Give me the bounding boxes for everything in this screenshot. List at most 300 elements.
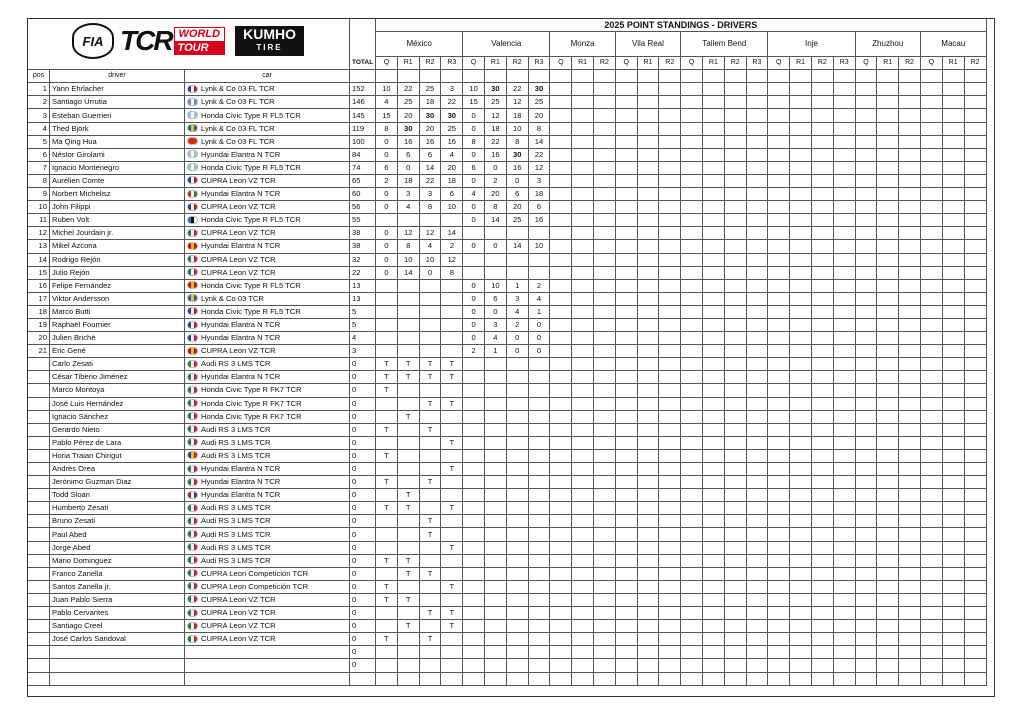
session-points [811, 292, 833, 305]
total-points: 0 [350, 502, 376, 515]
session-points [485, 463, 507, 476]
session-points: 14 [441, 227, 463, 240]
session-points [419, 345, 441, 358]
session-blank [877, 70, 899, 83]
session-header: R1 [637, 57, 659, 70]
pos-cell [28, 423, 50, 436]
driver-name: Todd Sloan [50, 489, 185, 502]
session-points [833, 463, 855, 476]
session-points [681, 135, 703, 148]
session-points [376, 489, 398, 502]
session-points [593, 528, 615, 541]
session-blank [550, 70, 572, 83]
session-points: 0 [506, 174, 528, 187]
session-points [681, 567, 703, 580]
session-points: 25 [485, 96, 507, 109]
session-points [899, 646, 921, 659]
session-points [746, 201, 768, 214]
session-points [768, 423, 790, 436]
session-points [877, 332, 899, 345]
session-points [724, 214, 746, 227]
session-points [833, 554, 855, 567]
session-points [811, 672, 833, 685]
session-points [681, 397, 703, 410]
session-points [942, 318, 964, 331]
pos-cell: 6 [28, 148, 50, 161]
session-points: 25 [441, 122, 463, 135]
session-points [637, 305, 659, 318]
session-points [485, 672, 507, 685]
session-points [637, 332, 659, 345]
session-points [615, 96, 637, 109]
session-points [942, 174, 964, 187]
session-points [920, 240, 942, 253]
session-header: R2 [593, 57, 615, 70]
session-points [463, 266, 485, 279]
table-row [28, 253, 987, 266]
session-points [681, 358, 703, 371]
session-points [615, 384, 637, 397]
session-points [746, 318, 768, 331]
flag-icon [187, 517, 198, 525]
flag-icon [187, 347, 198, 355]
session-points [790, 148, 812, 161]
session-points: 20 [397, 109, 419, 122]
driver-name: Michel Jourdain jr. [50, 227, 185, 240]
session-points [441, 449, 463, 462]
session-points [855, 96, 877, 109]
session-points: 2 [506, 318, 528, 331]
session-points [485, 659, 507, 672]
session-points [681, 528, 703, 541]
session-points: 10 [441, 201, 463, 214]
session-points [397, 541, 419, 554]
session-points [376, 397, 398, 410]
session-points [681, 423, 703, 436]
session-points [833, 318, 855, 331]
session-points [659, 109, 681, 122]
session-points [877, 305, 899, 318]
pos-cell [28, 659, 50, 672]
session-points [920, 345, 942, 358]
session-points [572, 240, 594, 253]
table-row [28, 528, 987, 541]
session-points [593, 188, 615, 201]
session-points [593, 423, 615, 436]
driver-name: Mikel Azcona [50, 240, 185, 253]
session-points [485, 371, 507, 384]
session-points [942, 554, 964, 567]
session-points [637, 253, 659, 266]
session-points: 6 [528, 201, 550, 214]
session-points [550, 659, 572, 672]
session-points [746, 515, 768, 528]
event-header: Macau [920, 32, 986, 57]
session-points [572, 502, 594, 515]
session-points [463, 554, 485, 567]
session-points [528, 567, 550, 580]
session-points [463, 384, 485, 397]
session-points [485, 489, 507, 502]
car-cell [185, 332, 350, 345]
session-points [790, 253, 812, 266]
session-points [376, 214, 398, 227]
session-points [768, 292, 790, 305]
session-blank [419, 70, 441, 83]
session-points [942, 122, 964, 135]
session-points [702, 436, 724, 449]
session-points [441, 646, 463, 659]
table-row [28, 83, 987, 96]
session-points [790, 659, 812, 672]
session-points [441, 593, 463, 606]
session-points [615, 502, 637, 515]
session-points [376, 659, 398, 672]
session-points [550, 567, 572, 580]
session-points [920, 672, 942, 685]
session-points: 0 [463, 214, 485, 227]
session-points [637, 240, 659, 253]
session-points [681, 332, 703, 345]
session-points [485, 620, 507, 633]
session-points [811, 541, 833, 554]
session-points [615, 122, 637, 135]
session-points [572, 83, 594, 96]
session-points [637, 567, 659, 580]
session-points [790, 554, 812, 567]
session-points [615, 371, 637, 384]
session-points [746, 161, 768, 174]
session-points [550, 371, 572, 384]
session-points [811, 227, 833, 240]
session-points [419, 489, 441, 502]
session-points [877, 423, 899, 436]
session-points [593, 554, 615, 567]
session-points [528, 646, 550, 659]
car-name: CUPRA Leon Competición TCR [201, 581, 309, 591]
session-points [441, 214, 463, 227]
car-cell [185, 135, 350, 148]
session-points [506, 541, 528, 554]
session-points [463, 227, 485, 240]
session-points [833, 410, 855, 423]
session-points [811, 515, 833, 528]
session-points [681, 201, 703, 214]
session-points [964, 633, 986, 646]
session-points: 30 [506, 148, 528, 161]
session-points [441, 672, 463, 685]
session-points [920, 476, 942, 489]
session-points [593, 318, 615, 331]
session-points [768, 371, 790, 384]
session-points [920, 332, 942, 345]
session-blank [746, 70, 768, 83]
table-row [28, 515, 987, 528]
session-points [920, 384, 942, 397]
session-points [528, 410, 550, 423]
session-points: T [376, 384, 398, 397]
table-row [28, 345, 987, 358]
pos-cell [28, 528, 50, 541]
session-points [899, 227, 921, 240]
driver-name: Felipe Fernández [50, 279, 185, 292]
session-points: 18 [506, 109, 528, 122]
session-points [964, 646, 986, 659]
flag-icon [187, 504, 198, 512]
session-points [855, 502, 877, 515]
session-points [833, 148, 855, 161]
driver-name: Yann Ehrlacher [50, 83, 185, 96]
session-points [790, 279, 812, 292]
session-points: 0 [376, 148, 398, 161]
pos-cell [28, 567, 50, 580]
session-points: T [397, 620, 419, 633]
session-points [855, 449, 877, 462]
session-points [550, 122, 572, 135]
session-points [528, 397, 550, 410]
session-points [768, 227, 790, 240]
session-header: R2 [964, 57, 986, 70]
session-points [746, 83, 768, 96]
session-points [681, 174, 703, 187]
pos-cell [28, 607, 50, 620]
pos-cell: 9 [28, 188, 50, 201]
session-header: Q [768, 57, 790, 70]
pos-cell: 2 [28, 96, 50, 109]
session-points: 8 [397, 240, 419, 253]
session-points [899, 449, 921, 462]
session-points [463, 397, 485, 410]
session-points: 0 [485, 240, 507, 253]
session-points [964, 240, 986, 253]
session-points [702, 449, 724, 462]
session-points: T [441, 358, 463, 371]
session-points [615, 659, 637, 672]
pos-cell [28, 541, 50, 554]
session-points [702, 214, 724, 227]
session-points: 14 [506, 240, 528, 253]
session-points: 22 [506, 83, 528, 96]
session-points [855, 188, 877, 201]
session-points [768, 528, 790, 541]
session-points [637, 318, 659, 331]
session-points [855, 240, 877, 253]
flag-icon [187, 98, 198, 106]
session-header: R1 [397, 57, 419, 70]
session-points: 0 [463, 201, 485, 214]
session-points [528, 502, 550, 515]
car-cell [185, 423, 350, 436]
session-points [615, 174, 637, 187]
session-points [593, 633, 615, 646]
session-points [899, 188, 921, 201]
session-points [855, 83, 877, 96]
session-blank [485, 70, 507, 83]
session-points [768, 188, 790, 201]
car-name: Honda Civic Type R FK7 TCR [201, 411, 302, 421]
session-points [877, 463, 899, 476]
car-cell [185, 96, 350, 109]
session-points [702, 188, 724, 201]
session-points [811, 659, 833, 672]
total-points [350, 672, 376, 685]
session-points [637, 672, 659, 685]
session-points [593, 161, 615, 174]
car-name: Hyundai Elantra N TCR [201, 320, 281, 330]
session-points [702, 227, 724, 240]
session-points [376, 672, 398, 685]
session-points: 12 [419, 227, 441, 240]
session-points [397, 607, 419, 620]
session-points [637, 633, 659, 646]
session-points [681, 109, 703, 122]
session-points [855, 266, 877, 279]
session-points [441, 567, 463, 580]
car-name: CUPRA Leon Competición TCR [201, 568, 309, 578]
session-points [724, 410, 746, 423]
flag-icon [187, 582, 198, 590]
session-points [768, 580, 790, 593]
flag-icon [187, 595, 198, 603]
session-points [811, 476, 833, 489]
session-points [506, 266, 528, 279]
session-points [833, 161, 855, 174]
session-points [811, 279, 833, 292]
pos-cell [28, 384, 50, 397]
car-cell [185, 161, 350, 174]
session-points [855, 646, 877, 659]
session-points [637, 109, 659, 122]
session-points [899, 620, 921, 633]
session-points [659, 332, 681, 345]
session-points [550, 96, 572, 109]
session-points: 10 [397, 253, 419, 266]
session-points [659, 515, 681, 528]
session-header: R2 [506, 57, 528, 70]
flag-icon [187, 216, 198, 224]
session-points [833, 515, 855, 528]
total-header-blank [350, 70, 376, 83]
session-points [964, 161, 986, 174]
session-points [964, 384, 986, 397]
session-points [899, 436, 921, 449]
flag-icon [187, 622, 198, 630]
table-row [28, 580, 987, 593]
session-points [572, 384, 594, 397]
session-points [942, 253, 964, 266]
session-points [681, 449, 703, 462]
tcr-logo-text: TCR [120, 25, 172, 56]
session-points [615, 83, 637, 96]
session-points [485, 633, 507, 646]
table-row [28, 148, 987, 161]
table-row [28, 593, 987, 606]
car-cell [185, 449, 350, 462]
session-points [681, 476, 703, 489]
session-blank [855, 70, 877, 83]
session-points [419, 292, 441, 305]
session-points [593, 148, 615, 161]
driver-name: Rodrigo Rejón [50, 253, 185, 266]
car-cell [185, 240, 350, 253]
session-points [572, 410, 594, 423]
session-points [964, 332, 986, 345]
session-points [593, 410, 615, 423]
session-points [833, 345, 855, 358]
session-points [833, 646, 855, 659]
session-points [441, 292, 463, 305]
session-points [942, 620, 964, 633]
session-points [746, 253, 768, 266]
session-points: 14 [485, 214, 507, 227]
session-points [506, 371, 528, 384]
session-points [572, 476, 594, 489]
session-points: 4 [528, 292, 550, 305]
session-points [376, 345, 398, 358]
car-cell [185, 620, 350, 633]
session-points [528, 476, 550, 489]
total-points: 0 [350, 541, 376, 554]
session-points: 2 [485, 174, 507, 187]
session-points [506, 567, 528, 580]
session-points [528, 371, 550, 384]
session-points [681, 620, 703, 633]
fia-logo: FIA [72, 23, 114, 59]
session-points [659, 161, 681, 174]
session-points: T [419, 567, 441, 580]
session-points: T [376, 593, 398, 606]
session-points: 2 [528, 279, 550, 292]
session-points [506, 620, 528, 633]
session-points [877, 135, 899, 148]
car-cell [185, 83, 350, 96]
session-points [485, 607, 507, 620]
session-points [397, 397, 419, 410]
session-points [790, 266, 812, 279]
session-points [419, 436, 441, 449]
session-points [942, 188, 964, 201]
session-points [702, 620, 724, 633]
session-points [376, 646, 398, 659]
session-points: 18 [397, 174, 419, 187]
session-points [964, 476, 986, 489]
total-points: 0 [350, 515, 376, 528]
session-points [659, 449, 681, 462]
session-points [724, 436, 746, 449]
flag-icon [187, 465, 198, 473]
driver-name [50, 672, 185, 685]
session-points: 6 [441, 188, 463, 201]
session-points [855, 148, 877, 161]
session-points [659, 633, 681, 646]
session-points [942, 96, 964, 109]
session-points [593, 463, 615, 476]
session-points [877, 240, 899, 253]
session-points [877, 593, 899, 606]
session-points [506, 580, 528, 593]
session-points [746, 593, 768, 606]
session-points [790, 384, 812, 397]
session-points: 8 [419, 201, 441, 214]
car-cell [185, 358, 350, 371]
session-points [746, 580, 768, 593]
session-points [964, 83, 986, 96]
session-points [811, 502, 833, 515]
session-points [768, 607, 790, 620]
session-points [659, 541, 681, 554]
session-points [899, 423, 921, 436]
session-blank [768, 70, 790, 83]
